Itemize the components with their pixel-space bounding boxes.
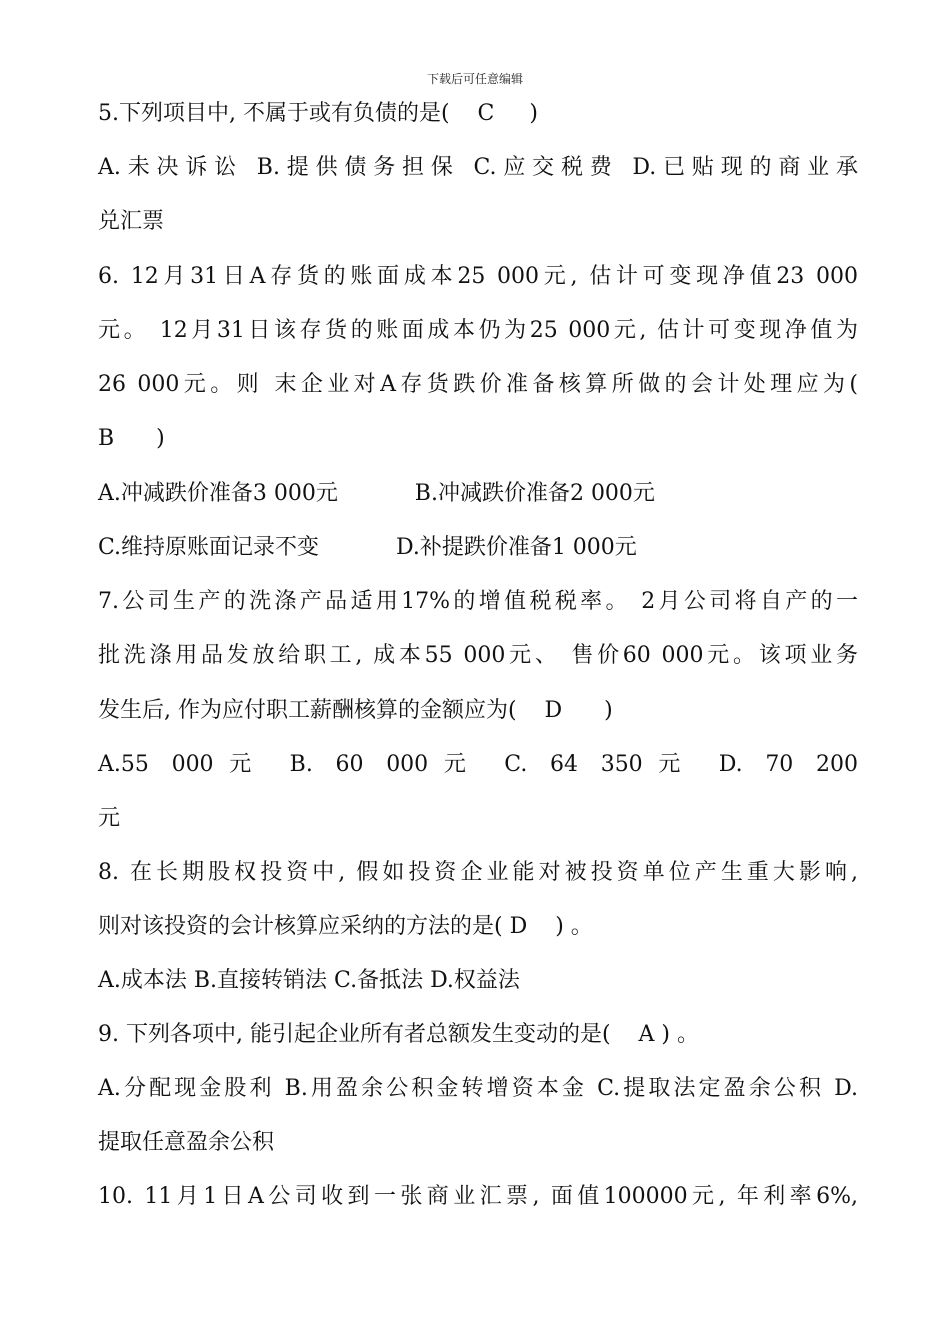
text-line-q7-options-cont: 元 [98,806,121,831]
text-line-q9-options: A.分配现金股利 B.用盈余公积金转增资本金 C.提取法定盈余公积 D. [98,1076,858,1101]
text-line-q7-options: A.55 000元 B. 60 000元 C. 64 350元 D. 70 200 [98,752,858,777]
text-line-q6-answer: B ) [98,426,165,451]
text-line-q5-options-cont: 兑汇票 [98,209,165,234]
text-line-q10: 10. 11月1日A公司收到一张商业汇票, 面值100000元, 年利率6%, [98,1184,858,1209]
text-line-q8: 8. 在长期股权投资中, 假如投资企业能对被投资单位产生重大影响, [98,860,858,885]
text-line-q7: 7.公司生产的洗涤产品适用17%的增值税税率。 2月公司将自产的一 [98,589,858,614]
text-line-q8-cont: 则对该投资的会计核算应采纳的方法的是( D ) 。 [98,914,593,939]
text-line-q7-cont-2: 发生后, 作为应付职工薪酬核算的金额应为( D ) [98,698,613,723]
text-line-q8-options: A.成本法 B.直接转销法 C.备抵法 D.权益法 [98,968,520,993]
text-line-q9: 9. 下列各项中, 能引起企业所有者总额发生变动的是( A ) 。 [98,1022,699,1047]
text-line-q6: 6. 12月31日A存货的账面成本25 000元, 估计可变现净值23 000 [98,264,858,289]
text-line-q6-options-ab: A.冲减跌价准备3 000元 B.冲减跌价准备2 000元 [98,481,655,506]
text-line-q6-cont-2: 26 000元。则 末企业对A存货跌价准备核算所做的会计处理应为( [98,372,858,397]
text-line-q5-options: A.未决诉讼 B.提供债务担保 C.应交税费 D.已贴现的商业承 [98,155,858,180]
text-line-q6-cont-1: 元。 12月31日该存货的账面成本仍为25 000元, 估计可变现净值为 [98,318,858,343]
text-line-q9-options-cont: 提取任意盈余公积 [98,1130,275,1155]
text-line-q6-options-cd: C.维持原账面记录不变 D.补提跌价准备1 000元 [98,535,637,560]
text-line-q5: 5.下列项目中, 不属于或有负债的是( C ) [98,101,538,126]
header-note: 下载后可任意编辑 [426,72,523,86]
text-line-q7-cont-1: 批洗涤用品发放给职工, 成本55 000元、 售价60 000元。该项业务 [98,643,858,668]
